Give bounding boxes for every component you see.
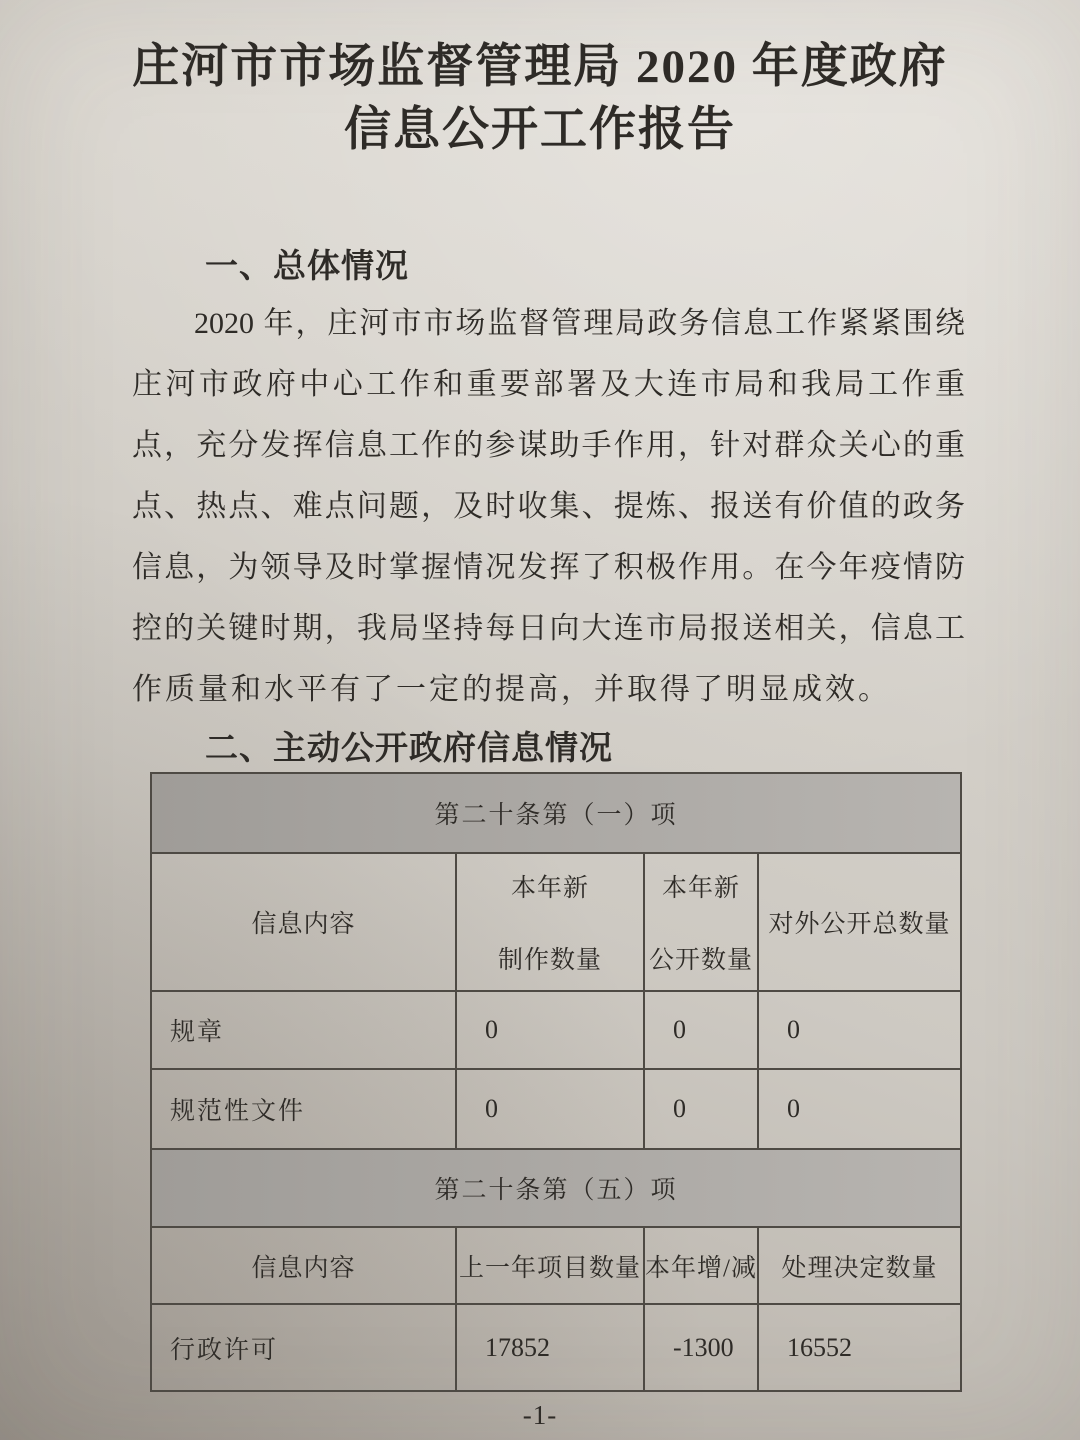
table-band-article20-item1: 第二十条第（一）项 <box>152 774 960 854</box>
header-line: 制作数量 <box>497 947 602 974</box>
paragraph-line-3: 点，充分发挥信息工作的参谋助手作用，针对群众关心的重 <box>132 429 965 462</box>
title-line-1: 庄河市市场监督管理局 2020 年度政府 <box>132 41 948 93</box>
header-line: 公开数量 <box>648 947 753 974</box>
section-1-paragraph <box>132 293 965 720</box>
header-line: 本年新 <box>661 875 740 902</box>
row-label: 规范性文件 <box>152 1070 457 1148</box>
paragraph-line-6: 控的关键时期，我局坚持每日向大连市局报送相关，信息工 <box>132 612 965 645</box>
row-value: 0 <box>457 1070 645 1148</box>
row-value: 0 <box>787 1094 800 1123</box>
table2-header-info-content: 信息内容 <box>152 1228 457 1303</box>
disclosure-table <box>150 772 962 1392</box>
row-value: 16552 <box>787 1332 852 1362</box>
table2-header-row <box>152 1228 960 1305</box>
table-row-rules <box>152 992 960 1070</box>
document-title <box>60 36 1020 162</box>
paragraph-line-2: 庄河市政府中心工作和重要部署及大连市局和我局工作重 <box>132 368 965 401</box>
row-value: 0 <box>457 992 645 1068</box>
row-label: 行政许可 <box>152 1305 457 1390</box>
table2-header-yearly-change: 本年增/减 <box>645 1228 759 1303</box>
paragraph-line-4: 点、热点、难点问题，及时收集、提炼、报送有价值的政务 <box>132 490 965 523</box>
section-1-heading: 一、总体情况 <box>205 247 409 284</box>
table-band-article20-item5: 第二十条第（五）项 <box>152 1150 960 1228</box>
table2-header-last-year-count: 上一年项目数量 <box>457 1228 645 1303</box>
row-value: 17852 <box>457 1305 645 1390</box>
row-value: 0 <box>645 1070 759 1148</box>
header-line: 本年新 <box>510 875 589 902</box>
paragraph-line-5: 信息，为领导及时掌握情况发挥了积极作用。在今年疫情防 <box>132 551 965 584</box>
row-label: 规章 <box>152 992 457 1068</box>
table-row-normative-documents <box>152 1070 960 1150</box>
row-value: 0 <box>787 1015 800 1044</box>
section-2-heading: 二、主动公开政府信息情况 <box>205 729 613 766</box>
table-row-administrative-license <box>152 1305 960 1390</box>
table1-header-total-public: 对外公开总数量 <box>768 911 951 938</box>
paragraph-line-7: 作质量和水平有了一定的提高，并取得了明显成效。 <box>132 673 891 706</box>
table1-header-info-content: 信息内容 <box>152 854 457 990</box>
row-value: -1300 <box>645 1305 759 1390</box>
page-number: -1- <box>522 1400 558 1430</box>
table1-header-new-published <box>645 854 759 990</box>
table1-header-row <box>152 854 960 992</box>
title-line-2: 信息公开工作报告 <box>344 104 736 156</box>
row-value: 0 <box>645 992 759 1068</box>
table1-header-new-made <box>457 854 645 990</box>
paragraph-line-1: 2020 年，庄河市市场监督管理局政务信息工作紧紧围绕 <box>194 307 965 340</box>
table2-header-decision-count: 处理决定数量 <box>781 1254 938 1282</box>
